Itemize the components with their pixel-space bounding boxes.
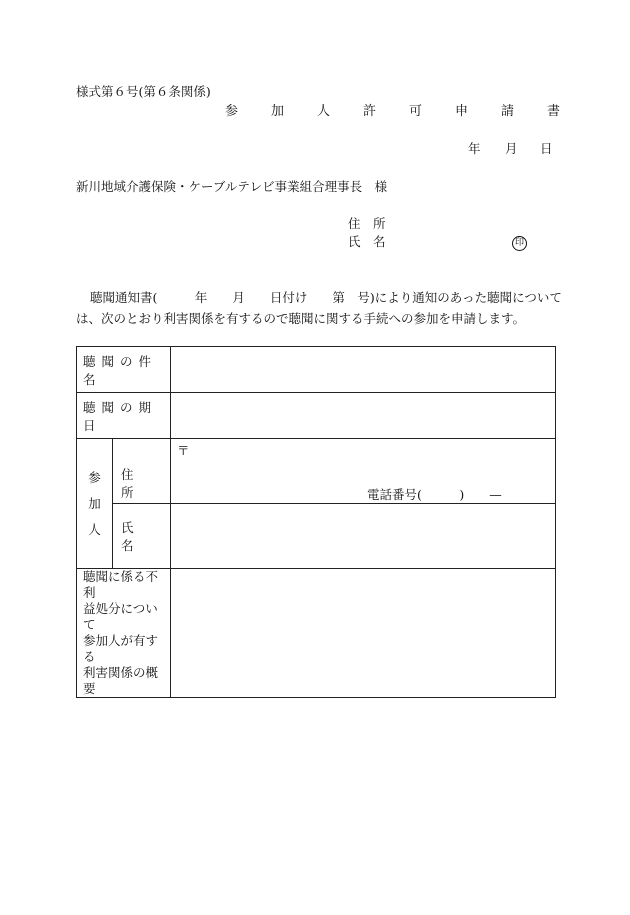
- table-row-case-name: [77, 347, 556, 393]
- date-day: 日: [540, 141, 553, 156]
- body-line-1: 聴聞通知書( 年 月 日付け 第 号)により通知のあった聴聞について: [90, 290, 562, 305]
- postal-mark: 〒: [177, 443, 190, 458]
- table-row-participant-address: [77, 439, 556, 504]
- form-number: 様式第６号(第６条関係): [76, 84, 211, 99]
- hearing-date-field[interactable]: [171, 393, 556, 439]
- document-title: 参 加 人 許 可 申 請 書: [225, 104, 571, 119]
- participant-address-field[interactable]: [171, 439, 556, 504]
- case-name-label: 聴聞の件名: [77, 347, 171, 393]
- addressee: 新川地域介護保険・ケーブルテレビ事業組合理事長 様: [76, 179, 388, 194]
- application-table: [76, 346, 556, 698]
- participant-name-label: 氏 名: [113, 504, 171, 569]
- case-name-field[interactable]: [171, 347, 556, 393]
- body-line-2: は、次のとおり利害関係を有するので聴聞に関する手続への参加を申請します。: [76, 311, 526, 326]
- phone-label: 電話番号( ) —: [367, 487, 502, 502]
- interest-summary-label: 聴聞に係る不利 益処分について 参加人が有する 利害関係の概要: [77, 569, 171, 698]
- participant-name-field[interactable]: [171, 504, 556, 569]
- table-row-interest: [77, 569, 556, 698]
- applicant-name-label: 氏 名: [348, 234, 386, 249]
- table-row-participant-name: [77, 504, 556, 569]
- interest-summary-field[interactable]: [171, 569, 556, 698]
- seal-icon: 印: [512, 236, 527, 251]
- date-year: 年: [468, 141, 481, 156]
- participant-address-label: 住 所: [113, 439, 171, 504]
- hearing-date-label: 聴聞の期日: [77, 393, 171, 439]
- participant-label: 参 加 人: [77, 439, 113, 569]
- applicant-address-label: 住 所: [348, 216, 386, 231]
- table-row-date: [77, 393, 556, 439]
- date-month: 月: [505, 141, 518, 156]
